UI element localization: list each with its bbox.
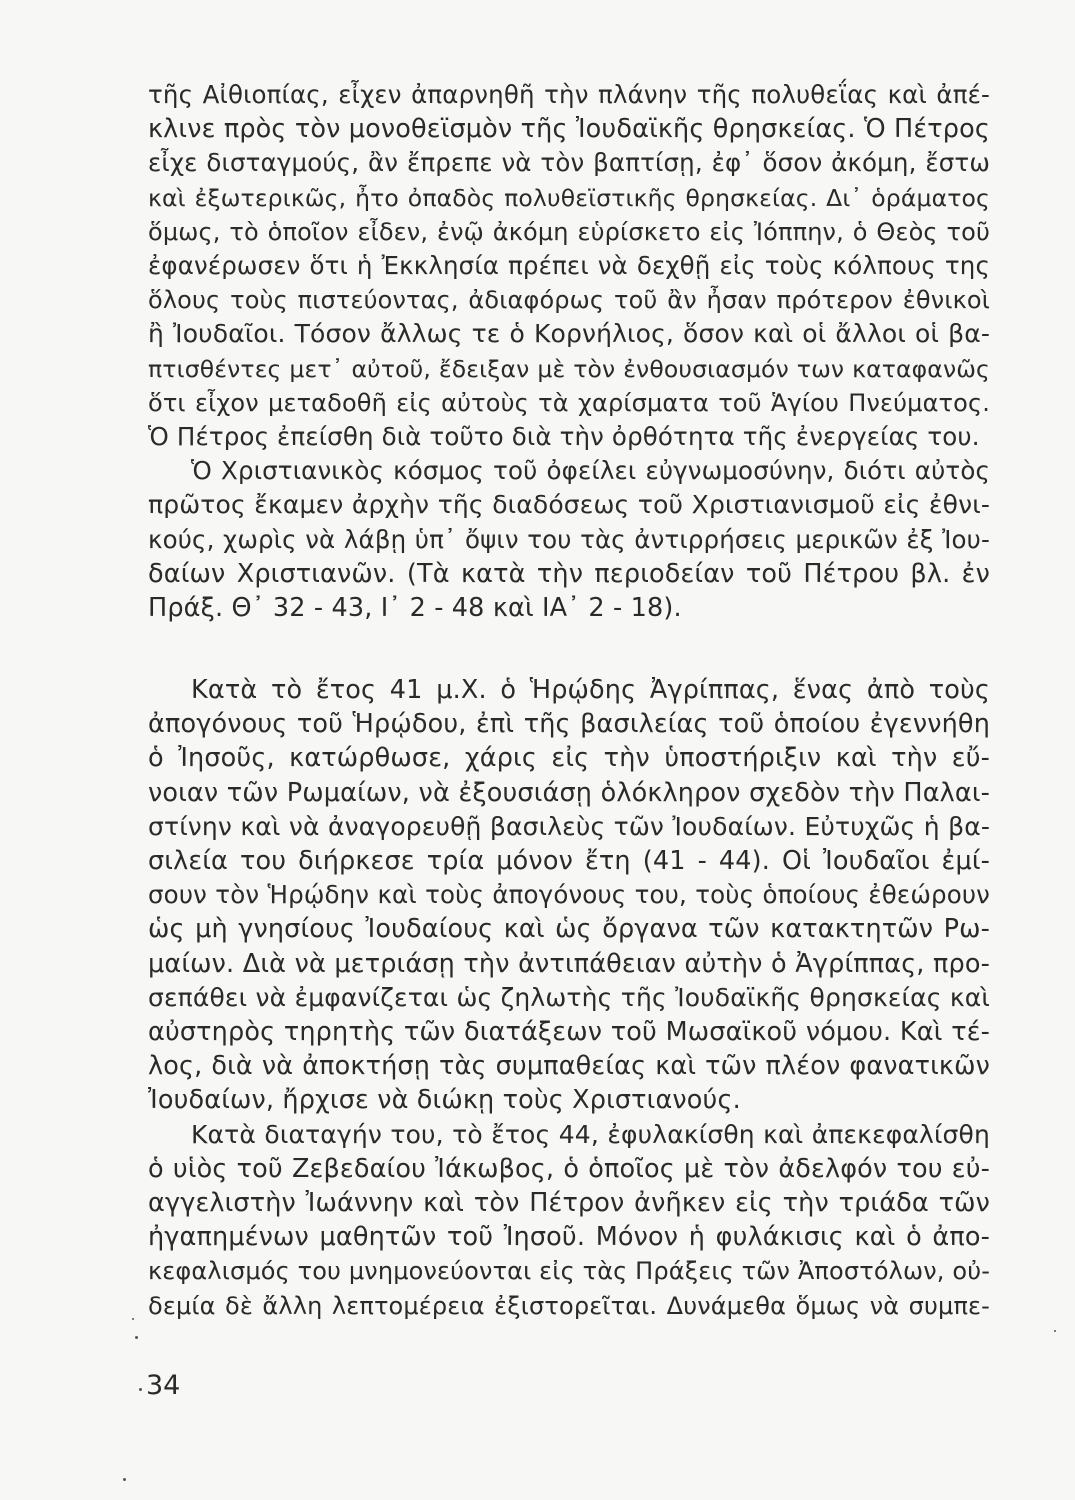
paragraph-2 [148, 454, 990, 625]
text-line: πτισθέντες μετ᾽ αὐτοῦ, ἔδειξαν μὲ τὸν ἐνθουσιασμόν των καταφανῶς [148, 354, 990, 383]
text-line: ὅτι εἶχον μεταδοθῆ εἰς αὐτοὺς τὰ χαρίσματα τοῦ Ἁγίου Πνεύματος. [148, 388, 990, 417]
text-line: Ὁ Χριστιανικὸς κόσμος τοῦ ὀφείλει εὐγνωμοσύνην, διότι αὐτὸς [191, 456, 990, 486]
text-line: καὶ ἐξωτερικῶς, ἦτο ὀπαδὸς πολυθεϊστικῆς θρησκείας. Δι᾽ ὁράματος [148, 183, 990, 212]
text-line: ἀπογόνους τοῦ Ἡρῴδου, ἐπὶ τῆς βασιλείας τοῦ ὁποίου ἐγεννήθη [148, 709, 990, 740]
text-line: αὐστηρὸς τηρητὴς τῶν διατάξεων τοῦ Μωσαϊκοῦ νόμου. Καὶ τέ- [148, 1017, 990, 1048]
scan-speck [139, 1388, 142, 1391]
text-line: δεμία δὲ ἄλλη λεπτομέρεια ἐξιστορεῖται. Δυνάμεθα ὅμως νὰ συμπε- [148, 1291, 990, 1320]
text-line: νοιαν τῶν Ρωμαίων, νὰ ἐξουσιάσῃ ὁλόκληρον σχεδὸν τὴν Παλαι- [148, 777, 990, 808]
text-column-lower [148, 673, 990, 1323]
text-line: κούς, χωρὶς νὰ λάβῃ ὑπ᾽ ὄψιν του τὰς ἀντιρρήσεις μερικῶν ἐξ Ἰου- [148, 524, 990, 554]
text-line: σιλεία του διήρκεσε τρία μόνον ἔτη (41 - 44). Οἱ Ἰουδαῖοι ἐμί- [148, 846, 990, 877]
text-line: Ὁ Πέτρος ἐπείσθη διὰ τοῦτο διὰ τὴν ὀρθότητα τῆς ἐνεργείας του. [148, 422, 980, 452]
scan-speck [135, 1336, 138, 1339]
scan-speck [132, 1318, 134, 1320]
text-line: ὡς μὴ γνησίους Ἰουδαίους καὶ ὡς ὄργανα τῶν κατακτητῶν Ρω- [148, 914, 990, 945]
text-line: ἢ Ἰουδαῖοι. Τόσον ἄλλως τε ὁ Κορνήλιος, ὅσον καὶ οἱ ἄλλοι οἱ βα- [148, 319, 990, 349]
text-line: ὁ υἱὸς τοῦ Ζεβεδαίου Ἰάκωβος, ὁ ὁποῖος μὲ τὸν ἀδελφόν του εὐ- [148, 1153, 990, 1184]
text-line: λος, διὰ νὰ ἀποκτήσῃ τὰς συμπαθείας καὶ τῶν πλέον φανατικῶν [148, 1051, 990, 1082]
text-line: Ἰουδαίων, ἤρχισε νὰ διώκῃ τοὺς Χριστιανούς. [148, 1085, 741, 1116]
text-line: σουν τὸν Ἡρῴδην καὶ τοὺς ἀπογόνους του, τοὺς ὁποίους ἐθεώρουν [148, 880, 990, 910]
scan-speck [1054, 1330, 1056, 1332]
paragraph-1 [148, 78, 990, 454]
text-line: τῆς Αἰθιοπίας, εἶχεν ἀπαρνηθῆ τὴν πλάνην τῆς πολυθεΐας καὶ ἀπέ- [148, 80, 990, 109]
text-line: ἐφανέρωσεν ὅτι ἡ Ἐκκλησία πρέπει νὰ δεχθῇ εἰς τοὺς κόλπους της [148, 251, 990, 281]
text-line: δαίων Χριστιανῶν. (Τὰ κατὰ τὴν περιοδείαν τοῦ Πέτρου βλ. ἐν [148, 558, 990, 589]
text-line: Πράξ. Θ᾽ 32 - 43, Ι᾽ 2 - 48 καὶ ΙΑ᾽ 2 - 18). [148, 593, 682, 624]
scan-speck [123, 1478, 126, 1481]
text-line: αγγελιστὴν Ἰωάννην καὶ τὸν Πέτρον ἀνῆκεν εἰς τὴν τριάδα τῶν [148, 1188, 990, 1219]
text-line: Κατὰ διαταγήν του, τὸ ἔτος 44, ἐφυλακίσθη καὶ ἀπεκεφαλίσθη [191, 1119, 990, 1149]
text-column [148, 78, 990, 625]
paragraph-4 [148, 1118, 990, 1323]
text-line: εἶχε δισταγμούς, ἂν ἔπρεπε νὰ τὸν βαπτίσῃ, ἐφ᾽ ὅσον ἀκόμη, ἔστω [148, 148, 990, 178]
text-line: ὅμως, τὸ ὁποῖον εἶδεν, ἐνῷ ἀκόμη εὑρίσκετο εἰς Ἰόππην, ὁ Θεὸς τοῦ [148, 217, 990, 246]
text-line: ὁ Ἰησοῦς, κατώρθωσε, χάρις εἰς τὴν ὑποστήριξιν καὶ τὴν εὔ- [148, 743, 990, 774]
page-number: 34 [146, 1370, 181, 1401]
text-line: ὅλους τοὺς πιστεύοντας, ἀδιαφόρως τοῦ ἂν ἦσαν πρότερον ἐθνικοὶ [148, 286, 990, 315]
text-line: στίνην καὶ νὰ ἀναγορευθῇ βασιλεὺς τῶν Ἰουδαίων. Εὐτυχῶς ἡ βα- [148, 811, 990, 841]
paragraph-3 [148, 673, 990, 1118]
text-line: κεφαλισμός του μνημονεύονται εἰς τὰς Πράξεις τῶν Ἀποστόλων, οὐ- [148, 1257, 991, 1286]
text-line: ἠγαπημένων μαθητῶν τοῦ Ἰησοῦ. Μόνον ἡ φυλάκισις καὶ ὁ ἀπο- [148, 1222, 990, 1253]
text-line: σεπάθει νὰ ἐμφανίζεται ὡς ζηλωτὴς τῆς Ἰουδαϊκῆς θρησκείας καὶ [148, 982, 990, 1012]
text-line: Κατὰ τὸ ἔτος 41 μ.Χ. ὁ Ἡρῴδης Ἀγρίππας, ἕνας ἀπὸ τοὺς [191, 675, 990, 705]
text-line: πρῶτος ἔκαμεν ἀρχὴν τῆς διαδόσεως τοῦ Χριστιανισμοῦ εἰς ἐθνι- [148, 490, 990, 520]
text-line: κλινε πρὸς τὸν μονοθεϊσμὸν τῆς Ἰουδαϊκῆς θρησκείας. Ὁ Πέτρος [148, 114, 990, 145]
text-line: μαίων. Διὰ νὰ μετριάσῃ τὴν ἀντιπάθειαν αὐτὴν ὁ Ἀγρίππας, προ- [148, 948, 990, 979]
